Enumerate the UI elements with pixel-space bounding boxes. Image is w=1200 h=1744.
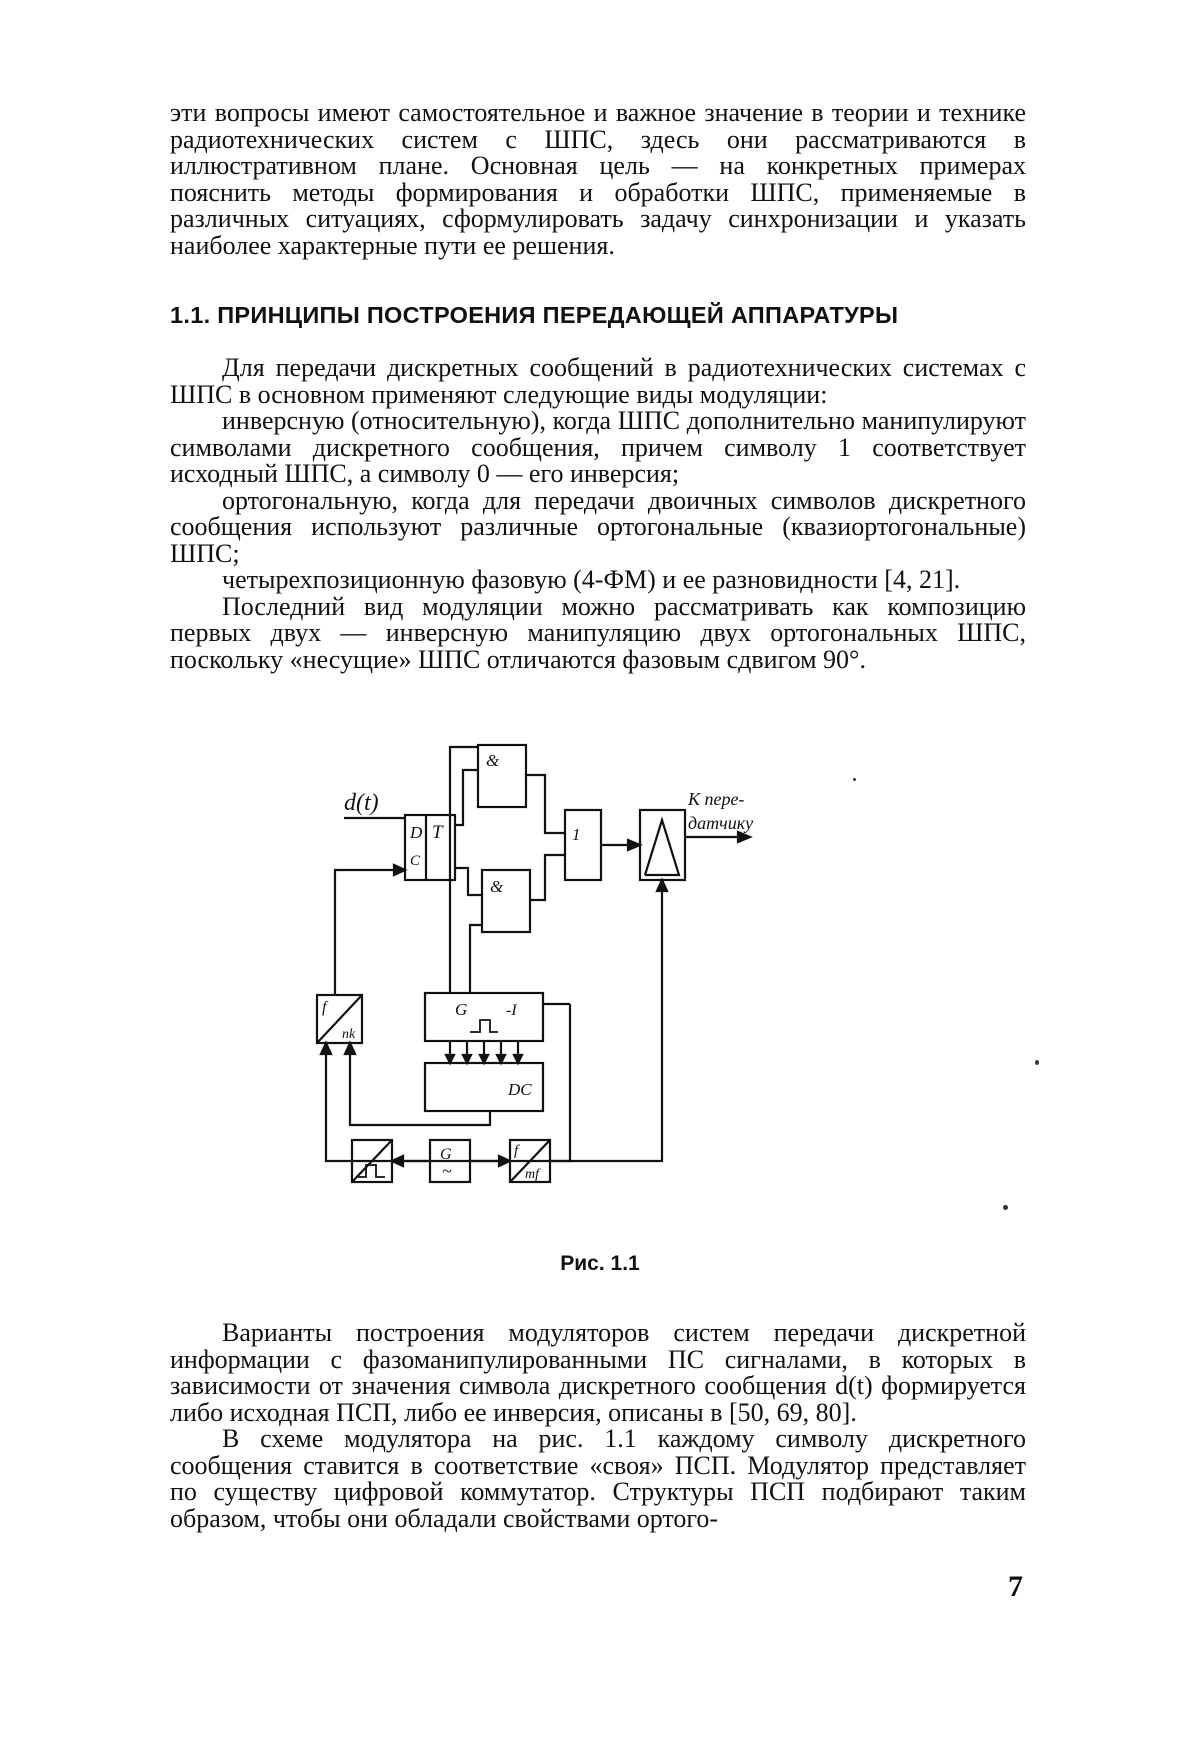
input-label: d(t) [344, 790, 379, 816]
generator-sub-label: -I [506, 1002, 517, 1019]
scan-speck [1003, 1205, 1008, 1210]
trigger-to-and-top [455, 770, 478, 825]
decoder-label: DC [508, 1080, 532, 1099]
or-to-modulator-arrow [628, 840, 640, 850]
output-label-2: датчику [688, 813, 754, 833]
feedback-arrow [345, 1043, 355, 1054]
clock-arrow [394, 865, 405, 875]
multiplier-to-modulator [550, 880, 662, 1161]
and-top-to-or [526, 775, 565, 833]
divider-nk-label: nk [342, 1027, 356, 1042]
bus-arrow [497, 1055, 505, 1063]
output-arrow [738, 832, 750, 842]
mult-mf-label: mf [525, 1167, 539, 1182]
page-number: 7 [1008, 1570, 1023, 1603]
mult-f-label: f [514, 1143, 519, 1159]
and-top-label: & [486, 751, 500, 770]
block-diagram [322, 725, 880, 1225]
trigger-d-label: D [410, 823, 423, 842]
and-bottom-label: & [490, 877, 504, 896]
block-diagram-svg [322, 725, 880, 1225]
generator-g-label: G [455, 1000, 468, 1019]
divider-f-label: f [322, 999, 327, 1016]
trigger-to-and-bottom [455, 868, 482, 895]
pulse-icon [470, 1020, 498, 1032]
bus-arrow [514, 1055, 522, 1063]
multiplier-to-modulator-arrow [657, 880, 667, 891]
output-label-1: К пере- [688, 789, 745, 809]
paragraph: ортогональную, когда для передачи двоичных символов дискретного сообщения используют различные ортогональные (квазиортогональные) ШПС; [170, 485, 1026, 568]
paragraph: Варианты построения модуляторов систем передачи дискретной информации с фазоманипулированными ПС сигналами, в которых в зависимости от значения символа дискретного сообщения d(t) формируется либо исходная ПСП, либо ее инверсия, описаны в [50, 69, 80]. [170, 1318, 1026, 1427]
divider-to-trigger-clock [335, 870, 405, 995]
clock-gen-label: G [440, 1146, 452, 1163]
bus-arrow [446, 1055, 454, 1063]
or-gate-label: 1 [572, 825, 581, 844]
bus-arrow [463, 1055, 471, 1063]
paragraph: В схеме модулятора на рис. 1.1 каждому символу дискретного сообщения ставится в соответствие «своя» ПСП. Модулятор представляет по существу цифровой коммутатор. Структуры ПСП подбирают таким образом, чтобы они обладали свойствами ортого- [170, 1424, 1026, 1533]
figure-caption: Рис. 1.1 [560, 1252, 640, 1275]
bus-arrow [480, 1055, 488, 1063]
and-bottom-to-or [530, 855, 565, 900]
pn-generator-block [425, 993, 543, 1041]
body-text-lower [170, 1320, 1026, 1532]
clock-to-multiplier-arrow [499, 1156, 510, 1166]
clock-wave-label: ~ [442, 1161, 452, 1181]
paragraph: Для передачи дискретных сообщений в радиотехнических системах с ШПС в основном применяют следующие виды модуляции: [170, 353, 1026, 409]
trigger-t-label: T [432, 822, 443, 843]
intro-paragraph: эти вопросы имеют самостоятельное и важное значение в теории и технике радиотехнических систем с ШПС, здесь они рассматриваются в иллюстративном плане. Основная цель — на конкретных примерах пояснить методы формирования и обработки ШПС, применяемые в различных ситуациях, сформулировать задачу синхронизации и указать наиболее характерные пути ее решения. [170, 98, 1026, 260]
body-text-upper [170, 355, 1026, 673]
scan-speck [853, 778, 856, 781]
paragraph: четырехпозиционную фазовую (4-ФМ) и ее разновидности [4, 21]. [222, 565, 961, 594]
clock-to-shaper-arrow [392, 1156, 403, 1166]
paragraph: Последний вид модуляции можно рассматривать как композицию первых двух — инверсную манипуляцию двух ортогональных ШПС, поскольку «несущие» ШПС отличаются фазовым сдвигом 90°. [170, 591, 1026, 674]
section-heading: 1.1. ПРИНЦИПЫ ПОСТРОЕНИЯ ПЕРЕДАЮЩЕЙ АППАРАТУРЫ [170, 302, 899, 328]
intro-text [170, 100, 1026, 259]
feedback-arrow [321, 1043, 331, 1054]
scan-speck [1035, 1060, 1039, 1065]
paragraph: инверсную (относительную), когда ШПС дополнительно манипулируют символами дискретного сообщения, причем символу 1 соответствует исходный ШПС, а символу 0 — его инверсия; [170, 406, 1026, 488]
trigger-c-label: C [410, 853, 421, 869]
or-gate [565, 810, 601, 880]
modulator-triangle [645, 820, 679, 875]
generator-to-and-bottom [470, 925, 482, 993]
